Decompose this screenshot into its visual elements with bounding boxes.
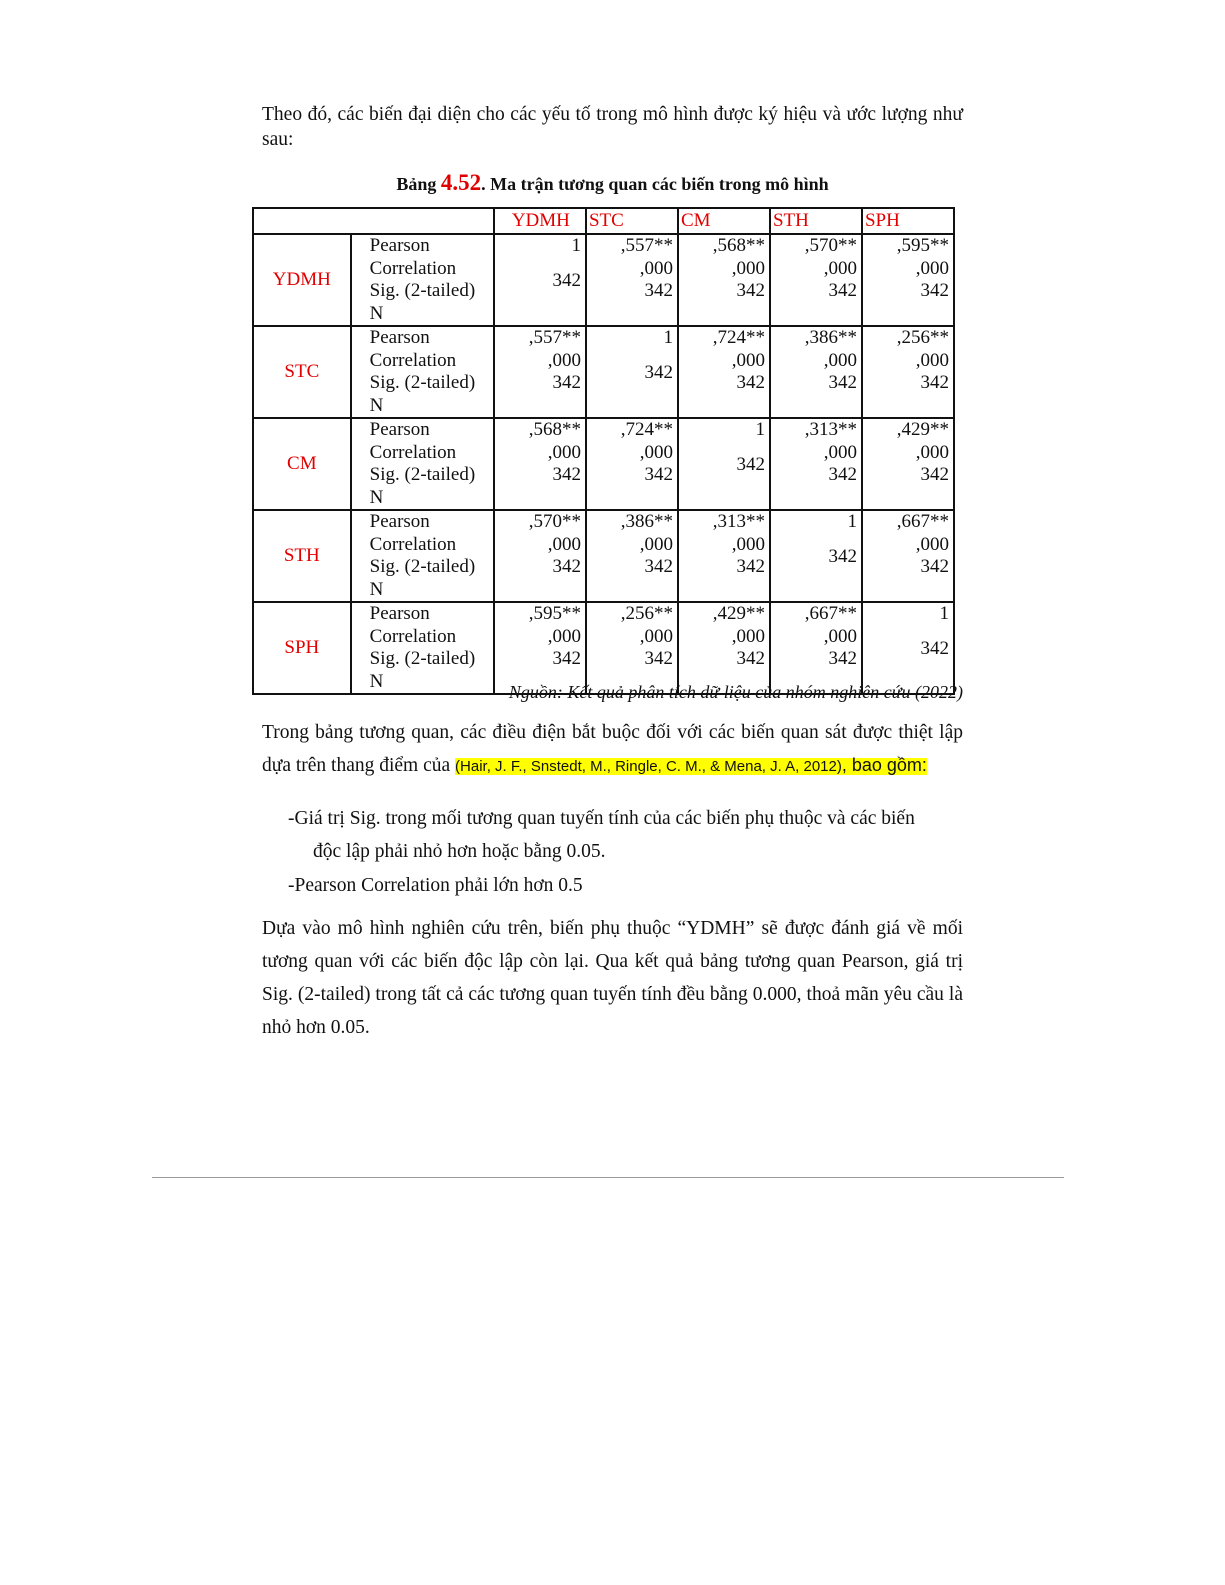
statistic-label: Correlation: [369, 441, 457, 463]
statistic-label: N: [369, 670, 384, 692]
n-value: 342: [552, 648, 581, 669]
cell-padding: [773, 395, 857, 418]
sig-value: ,000: [547, 441, 581, 463]
n-value: 342: [736, 648, 765, 669]
correlation-cell: [862, 602, 954, 694]
statistic-label: Sig. (2-tailed): [369, 464, 476, 485]
table-header-row: [253, 208, 954, 234]
n-value: 342: [920, 637, 949, 659]
statistic-label: Sig. (2-tailed): [369, 556, 476, 577]
row-variable-label: YDMH: [253, 234, 351, 326]
cell-padding: [589, 579, 673, 602]
cell-padding: [865, 579, 949, 602]
correlation-cell: [770, 234, 862, 326]
cell-padding: [865, 487, 949, 510]
correlation-cell: [494, 418, 586, 510]
row-variable-label: STC: [253, 326, 351, 418]
correlation-cell: [862, 234, 954, 326]
pearson-value: ,557**: [620, 235, 673, 256]
row-variable-label: STH: [253, 510, 351, 602]
col-header-ydmh: YDMH: [494, 208, 586, 234]
correlation-cell: [678, 326, 770, 418]
row-variable-label: CM: [253, 418, 351, 510]
cell-padding: [681, 579, 765, 602]
statistic-labels: [351, 510, 494, 602]
sig-value: ,000: [547, 625, 581, 647]
statistic-label: Correlation: [369, 349, 457, 371]
correlation-cell: [586, 602, 678, 694]
correlation-cell: [586, 510, 678, 602]
n-value: 342: [736, 556, 765, 577]
sig-value: ,000: [731, 349, 765, 371]
n-value: 342: [828, 545, 857, 567]
n-value: 342: [920, 280, 949, 301]
cell-padding: [497, 395, 581, 418]
reference-tail: , bao gồm:: [841, 755, 927, 775]
correlation-cell: [494, 602, 586, 694]
n-value: 342: [828, 464, 857, 485]
statistic-label: Sig. (2-tailed): [369, 372, 476, 393]
n-value: 342: [736, 372, 765, 393]
correlation-cell: [678, 510, 770, 602]
correlation-cell: [862, 418, 954, 510]
condition-sig-line1: -Giá trị Sig. trong mối tương quan tuyến tính của các biến phụ thuộc và các biến: [288, 808, 915, 829]
n-value: 342: [644, 464, 673, 485]
caption-number: 4.52: [440, 170, 482, 195]
sig-value: ,000: [823, 625, 857, 647]
cell-padding: [865, 395, 949, 418]
pearson-value: ,724**: [620, 419, 673, 440]
n-value: 342: [552, 556, 581, 577]
n-value: 342: [552, 269, 581, 291]
col-header-stc: STC: [586, 208, 678, 234]
correlation-cell: [770, 602, 862, 694]
pearson-value: ,568**: [528, 419, 581, 440]
statistic-label: Sig. (2-tailed): [369, 280, 476, 301]
correlation-cell: [770, 510, 862, 602]
correlation-cell: [494, 510, 586, 602]
header-empty-cell: [253, 208, 494, 234]
pearson-value: ,256**: [896, 327, 949, 348]
n-value: 342: [828, 280, 857, 301]
pearson-value: 1: [663, 327, 673, 348]
statistic-label: Correlation: [369, 257, 457, 279]
pearson-value: ,557**: [528, 327, 581, 348]
conclusion-paragraph: Dựa vào mô hình nghiên cứu trên, biến phụ thuộc “YDMH” sẽ được đánh giá về mối tương quan với các biến độc lập còn lại. Qua kết quả bảng tương quan Pearson, giá trị Sig. (2-tailed) trong tất cả các tương quan tuyến tính đều bằng 0.000, thoả mãn yêu cầu là nhỏ hơn 0.05.: [262, 918, 963, 1038]
table-row: [253, 234, 954, 326]
correlation-cell: [494, 234, 586, 326]
cell-padding: [589, 487, 673, 510]
pearson-value: 1: [571, 235, 581, 256]
n-value: 342: [552, 372, 581, 393]
cell-padding: [681, 303, 765, 326]
pearson-value: 1: [847, 511, 857, 532]
pearson-value: 1: [939, 603, 949, 624]
statistic-label: Pearson: [369, 511, 430, 532]
pearson-value: ,313**: [712, 511, 765, 532]
col-header-cm: CM: [678, 208, 770, 234]
correlation-cell: [770, 326, 862, 418]
sig-value: ,000: [731, 625, 765, 647]
cell-padding: [497, 487, 581, 510]
table-row: [253, 326, 954, 418]
n-value: 342: [828, 372, 857, 393]
col-header-sth: STH: [770, 208, 862, 234]
sig-value: ,000: [639, 625, 673, 647]
statistic-labels: [351, 326, 494, 418]
statistic-label: Correlation: [369, 625, 457, 647]
correlation-cell: [586, 326, 678, 418]
n-value: 342: [920, 556, 949, 577]
statistic-labels: [351, 418, 494, 510]
n-value: 342: [644, 556, 673, 577]
condition-sig-line2: độc lập phải nhỏ hơn hoặc bằng 0.05.: [313, 841, 606, 862]
n-value: 342: [644, 280, 673, 301]
statistic-label: Correlation: [369, 533, 457, 555]
statistic-labels: [351, 602, 494, 694]
n-value: 342: [736, 453, 765, 475]
n-value: 342: [552, 464, 581, 485]
sig-value: ,000: [731, 257, 765, 279]
pearson-value: ,724**: [712, 327, 765, 348]
correlation-cell: [586, 234, 678, 326]
reference-citation: (Hair, J. F., Snstedt, M., Ringle, C. M., & Mena, J. A, 2012): [455, 758, 842, 775]
correlation-cell: [678, 418, 770, 510]
sig-value: ,000: [823, 257, 857, 279]
pearson-value: ,386**: [804, 327, 857, 348]
statistic-label: Pearson: [369, 327, 430, 348]
n-value: 342: [644, 361, 673, 383]
sig-value: ,000: [823, 441, 857, 463]
pearson-value: ,256**: [620, 603, 673, 624]
correlation-cell: [862, 326, 954, 418]
n-value: 342: [828, 648, 857, 669]
statistic-label: N: [369, 486, 384, 508]
caption-title: . Ma trận tương quan các biến trong mô hình: [481, 174, 829, 194]
statistic-label: Pearson: [369, 235, 430, 256]
table-caption: [262, 170, 963, 196]
pearson-value: 1: [755, 419, 765, 440]
pearson-value: ,667**: [804, 603, 857, 624]
highlighted-reference: [455, 755, 927, 775]
pearson-value: ,595**: [896, 235, 949, 256]
pearson-value: ,570**: [804, 235, 857, 256]
n-value: 342: [920, 372, 949, 393]
sig-value: ,000: [915, 533, 949, 555]
condition-item-sig: [288, 802, 948, 868]
statistic-label: Pearson: [369, 419, 430, 440]
pearson-value: ,568**: [712, 235, 765, 256]
correlation-cell: [770, 418, 862, 510]
conditions-text: Trong bảng tương quan, các điều điện bắt buộc đối với các biến quan sát được thiệt lập dựa trên thang điểm của: [262, 722, 963, 776]
condition-item-pearson: -Pearson Correlation phải lớn hơn 0.5: [288, 875, 583, 896]
sig-value: ,000: [731, 533, 765, 555]
col-header-sph: SPH: [862, 208, 954, 234]
sig-value: ,000: [915, 349, 949, 371]
pearson-value: ,667**: [896, 511, 949, 532]
pearson-value: ,313**: [804, 419, 857, 440]
pearson-value: ,386**: [620, 511, 673, 532]
statistic-labels: [351, 234, 494, 326]
sig-value: ,000: [915, 257, 949, 279]
pearson-value: ,595**: [528, 603, 581, 624]
correlation-table: [252, 207, 955, 695]
sig-value: ,000: [639, 441, 673, 463]
page-footer-rule: [152, 1177, 1064, 1178]
n-value: 342: [736, 280, 765, 301]
row-variable-label: SPH: [253, 602, 351, 694]
n-value: 342: [644, 648, 673, 669]
table-row: [253, 602, 954, 694]
caption-prefix: Bảng: [396, 174, 441, 194]
cell-padding: [865, 303, 949, 326]
pearson-value: ,429**: [712, 603, 765, 624]
sig-value: ,000: [915, 441, 949, 463]
sig-value: ,000: [823, 349, 857, 371]
statistic-label: N: [369, 578, 384, 600]
sig-value: ,000: [547, 533, 581, 555]
conditions-paragraph: [262, 716, 963, 783]
statistic-label: N: [369, 394, 384, 416]
pearson-value: ,570**: [528, 511, 581, 532]
cell-padding: [773, 303, 857, 326]
cell-padding: [497, 579, 581, 602]
table-source-note: Nguồn: Kết quả phân tích dữ liệu của nhóm nghiên cứu (2022): [508, 682, 963, 702]
cell-padding: [681, 395, 765, 418]
correlation-cell: [862, 510, 954, 602]
sig-value: ,000: [547, 349, 581, 371]
correlation-cell: [586, 418, 678, 510]
sig-value: ,000: [639, 257, 673, 279]
table-row: [253, 418, 954, 510]
cell-padding: [589, 303, 673, 326]
n-value: 342: [920, 464, 949, 485]
correlation-cell: [678, 234, 770, 326]
correlation-cell: [494, 326, 586, 418]
statistic-label: N: [369, 302, 384, 324]
statistic-label: Sig. (2-tailed): [369, 648, 476, 669]
pearson-value: ,429**: [896, 419, 949, 440]
table-row: [253, 510, 954, 602]
cell-padding: [773, 487, 857, 510]
intro-paragraph: Theo đó, các biến đại diện cho các yếu tố trong mô hình được ký hiệu và ước lượng như sau:: [262, 104, 963, 150]
statistic-label: Pearson: [369, 603, 430, 624]
sig-value: ,000: [639, 533, 673, 555]
correlation-cell: [678, 602, 770, 694]
